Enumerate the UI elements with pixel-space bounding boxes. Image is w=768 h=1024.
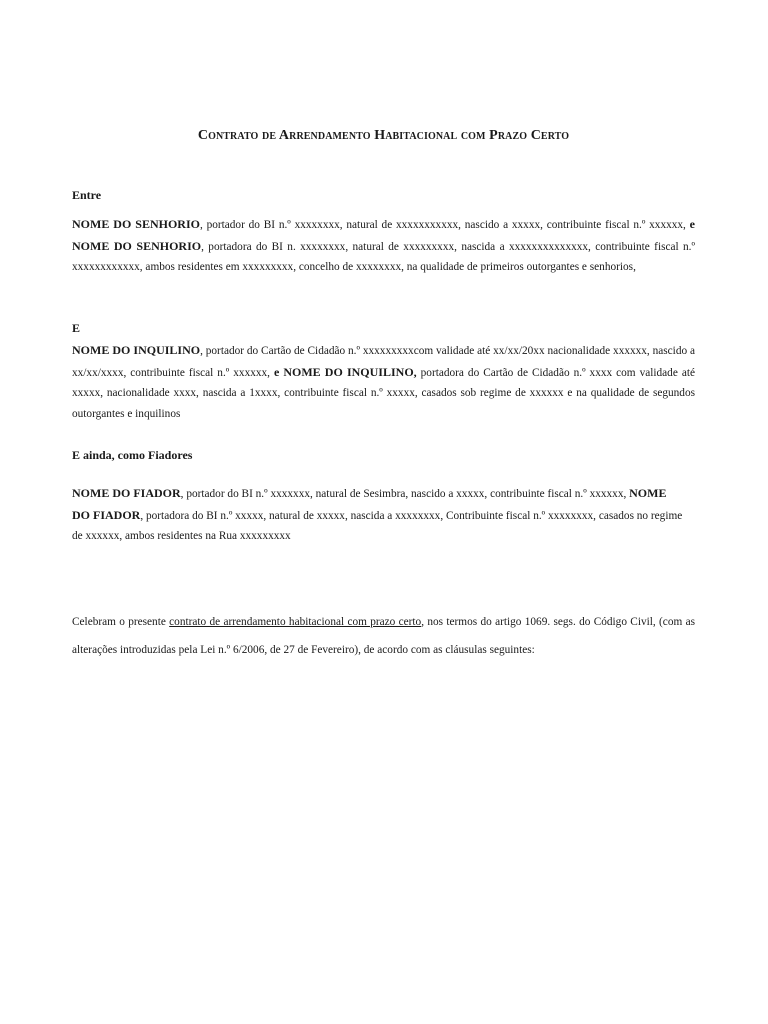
- e-label: E: [72, 321, 81, 335]
- inquilino-text-2: portadora do Cartão de Cidadão n.º xxxx com validade até xxxxx, nacionalidade xxxx, nascida a 1xxxx, contribuinte fiscal n.º xxxxx, casados sob regime de xxxxxx e na qualidade de segundos outorgantes e inquilinos: [72, 366, 696, 420]
- fiador-name-1: NOME DO FIADOR: [72, 486, 181, 500]
- inquilino-text-1: , portador do Cartão de Cidadão n.º xxxxxxxxxcom validade até xx/xx/20xx nacionalidade xxxxxx, nascido a xx/xx/xxxx, contribuinte fiscal n.º xxxxxx,: [72, 345, 695, 379]
- fiador-name-2: NOME DO FIADOR: [72, 486, 667, 522]
- fiador-text-2: , portadora do BI n.º xxxxx, natural de xxxxx, nascida a xxxxxxxx, Contribuinte fiscal n.º xxxxxxxx, casados no regime de xxxxxx, ambos residentes na Rua xxxxxxxxx: [72, 509, 683, 542]
- fiadores-paragraph: [72, 483, 684, 547]
- contract-type-link: contrato de arrendamento habitacional com prazo certo: [169, 616, 422, 628]
- senhorio-text-2: , portadora do BI n. xxxxxxxx, natural de xxxxxxxxx, nascida a xxxxxxxxxxxxxx, contribuinte fiscal n.º xxxxxxxxxxxx, ambos residentes em xxxxxxxxx, concelho de xxxxxxxx, na qualidade de primeiros outorgantes e senhorios,: [72, 240, 695, 273]
- senhorio-name-1: NOME DO SENHORIO: [72, 217, 200, 231]
- entre-label: Entre: [72, 188, 102, 202]
- celebram-rest: , nos termos do artigo 1069. segs. do Código Civil, (com as alterações introduzidas pela Lei n.º 6/2006, de 27 de Fevereiro), de acordo com as cláusulas seguintes:: [72, 616, 695, 656]
- inquilino-connector: e: [273, 364, 280, 379]
- inquilinos-paragraph: [72, 340, 695, 424]
- fiador-text-1: , portador do BI n.º xxxxxxx, natural de Sesimbra, nascido a xxxxx, contribuinte fiscal n.º xxxxxx,: [180, 488, 630, 500]
- celebram-lead: Celebram o presente: [72, 616, 170, 628]
- inquilino-name-2: NOME DO INQUILINO,: [283, 364, 417, 379]
- document-title: Contrato de Arrendamento Habitacional com Prazo Certo: [197, 128, 570, 143]
- inquilino-name-1: NOME DO INQUILINO: [72, 343, 201, 357]
- senhorios-paragraph: [72, 214, 695, 278]
- senhorio-text-1: , portador do BI n.º xxxxxxxx, natural de xxxxxxxxxxx, nascido a xxxxx, contribuinte fiscal n.º xxxxxx,: [199, 219, 690, 231]
- senhorio-connector: e: [689, 217, 695, 231]
- senhorio-name-2: NOME DO SENHORIO: [72, 238, 202, 253]
- celebram-paragraph: [72, 608, 695, 664]
- fiadores-label: E ainda, como Fiadores: [72, 448, 193, 462]
